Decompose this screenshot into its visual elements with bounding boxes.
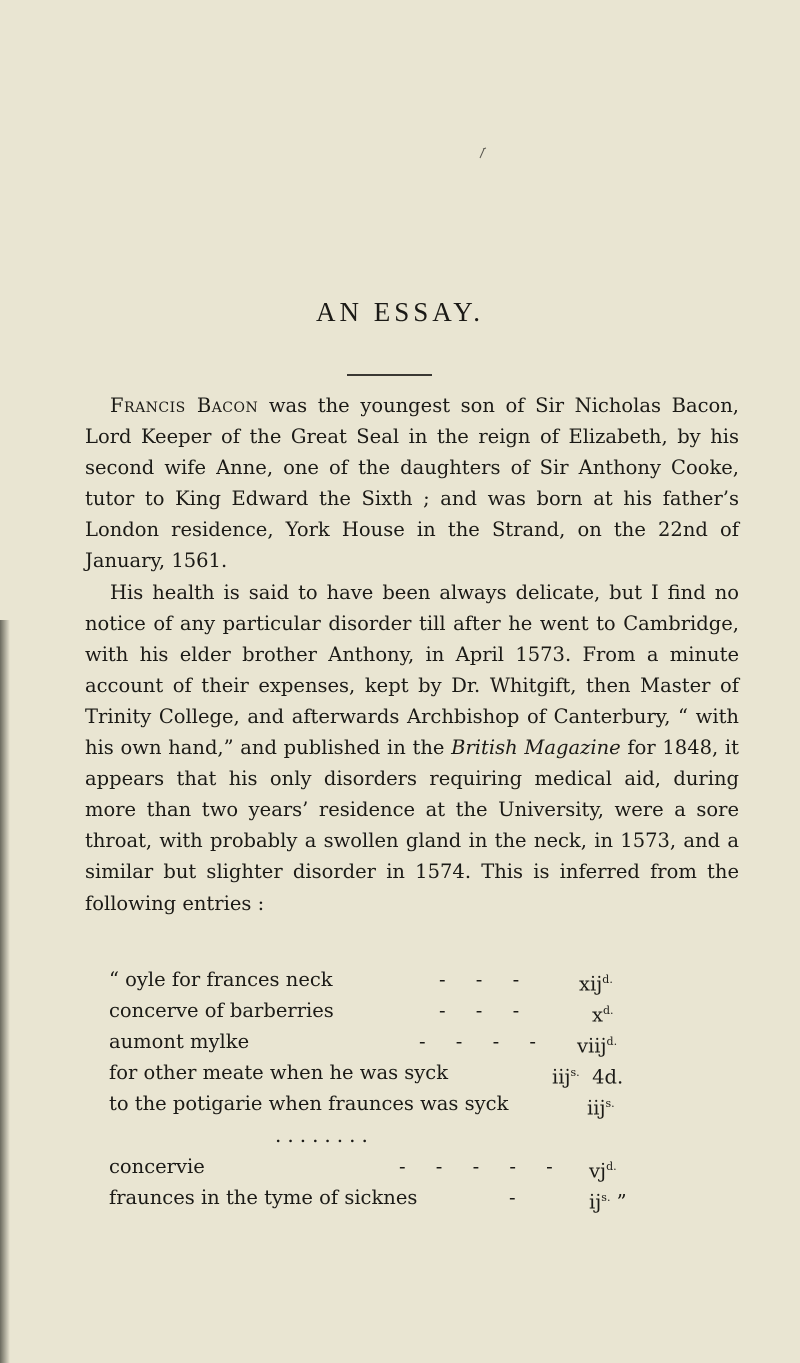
entry-spacer [109, 1119, 749, 1150]
entry-item: “ oyle for frances neck [109, 968, 333, 991]
entry-amount: viij$^{d.}$ [577, 1034, 618, 1058]
page-edge-shadow [0, 620, 10, 1363]
entry-row [109, 1057, 749, 1088]
entry-row [109, 995, 749, 1026]
entry-leader: - - - [439, 968, 532, 991]
entry-item: fraunces in the tyme of sicknes [109, 1185, 418, 1209]
omission-dots: ........ [275, 1123, 374, 1147]
entry-amount: iij$^{s.}$ 4d. [552, 1065, 624, 1089]
essay-title: AN ESSAY. [315, 297, 485, 327]
entry-leader: - - - [439, 999, 532, 1023]
paragraph-opening [85, 390, 739, 577]
entry-leader: - [509, 1185, 528, 1209]
title-rule [347, 374, 432, 376]
paragraph-health [85, 577, 739, 919]
entry-amount: $vj^{d.}$ [589, 1159, 617, 1183]
entry-item: concerve of barberries [109, 999, 334, 1023]
expense-entries [109, 964, 749, 1213]
entry-amount: $ij^{s.}$ ” [589, 1190, 627, 1214]
entry-amount: xij$^{d.}$ [579, 972, 613, 996]
entry-row [109, 1026, 749, 1057]
entry-item: for other meate when he was syck [109, 1061, 449, 1085]
entry-row [109, 1088, 749, 1119]
entry-row [109, 1151, 749, 1182]
magazine-title: British Magazine [451, 736, 621, 760]
entry-leader: - - - - - [399, 1154, 565, 1178]
para2-before: His health is said to have been always delicate, but I find no notice of any particular disorder till after he went to Cambridge, with his elder brother Anthony, in April 1573. From a minute account of their expenses, kept by Dr. Whitgift, then Master of Trinity College, and afterwards Archbishop of Canterbury, “ with his own hand,” and published in the [85, 580, 739, 760]
entry-row [109, 964, 749, 995]
body-text [85, 390, 739, 919]
opening-text: was the youngest son of Sir Nicholas Bacon, Lord Keeper of the Great Seal in the reign of Elizabeth, by his second wife Anne, one of the daughters of Sir Anthony Cooke, tutor to King Edward the Sixth ; and was born at his father’s London residence, York House in the Strand, on the 22nd of January, 1561. [85, 394, 740, 573]
entry-item: concervie [109, 1154, 205, 1178]
author-name: Francis Bacon [110, 394, 259, 417]
para2-after: for 1848, it appears that his only disorders requiring medical aid, during more than two years’ residence at the University, were a sore throat, with probably a swollen gland in the neck, in 1573, and a similar but slighter disorder in 1574. This is inferred from the following entries : [85, 736, 739, 915]
entry-item: aumont mylke [109, 1030, 250, 1054]
entry-leader: - - - - [419, 1030, 548, 1054]
entry-item: to the potigarie when fraunces was syck [109, 1092, 509, 1116]
entry-row [109, 1182, 749, 1213]
entry-amount: $x^{d.}$ [592, 1003, 614, 1027]
entry-amount: iij$^{s.}$ [587, 1096, 615, 1120]
stray-ink-mark [478, 146, 488, 160]
